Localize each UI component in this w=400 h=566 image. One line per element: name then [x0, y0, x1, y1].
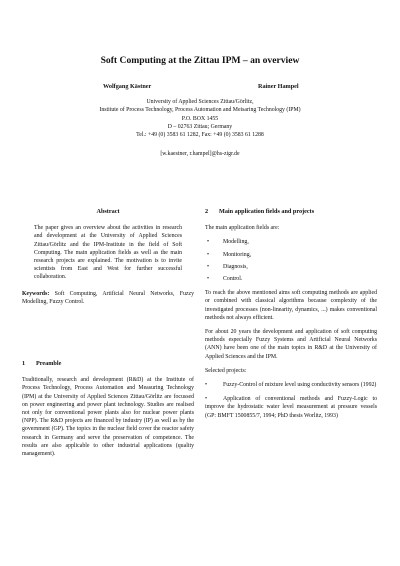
section-heading [22, 360, 194, 368]
list-item-text: Diagnosis, [223, 263, 248, 270]
affiliation-university: University of Applied Sciences Zittau/Görlitz, [146, 99, 254, 105]
bullet-icon: • [205, 382, 208, 389]
affiliation-city: D – 02763 Zittau; Germany [167, 123, 233, 130]
project-item [205, 395, 377, 420]
keywords-text: Soft Computing, Artificial Neural Networks, Fuzzy Modelling, Fuzzy Control. [22, 290, 194, 305]
list-item [205, 275, 377, 283]
keywords [22, 290, 194, 306]
bullet-icon: • [207, 263, 210, 270]
author-name: Rainer Hampel [258, 83, 299, 90]
keywords-label: Keywords: [22, 290, 50, 297]
right-column [205, 208, 377, 426]
selected-projects-label: Selected projects: [205, 367, 247, 374]
list-item-text: Monitoring, [223, 251, 252, 258]
affiliation-block [0, 98, 400, 139]
list-item-text: Modelling, [223, 239, 249, 246]
section-number: 1 [22, 360, 26, 368]
affiliation-pobox: P.O. BOX 1455 [181, 115, 219, 122]
author-name: Wolfgang Kästner [103, 83, 152, 90]
list-item [205, 238, 377, 246]
left-column [22, 208, 194, 464]
affiliation-institute: Institute of Process Technology, Process Automation and Meisaring Technology (IPM) [99, 107, 301, 114]
abstract-heading: Abstract [96, 208, 120, 215]
list-item [205, 251, 377, 259]
project-item [205, 381, 377, 389]
section-number: 2 [205, 208, 209, 215]
project-text: Application of conventional methods and Fuzzy-Logic to improve the hydrostatic water level measurement at pressure vessels (GP: BMFT 1500855/7, 1994; PhD thesis Worlitz, 1993) [205, 396, 377, 419]
section-preamble [22, 360, 194, 458]
list-item-text: Control. [223, 276, 243, 283]
section-title: Preamble [36, 360, 62, 368]
affiliation-phone: Tel.: +49 (0) 3583 61 1282, Fax: +49 (0) 3583 61 1288 [136, 132, 264, 139]
project-text: Fuzzy-Control of mixture level using conductivity sensors (1992) [223, 382, 377, 389]
author-email: [w.kaestner, r.hampel]@hs-zigr.de [160, 151, 240, 157]
preamble-text: Traditionally, research and development (R&D) at the Institute of Process Technology, Process Automation and Measuring Technology (IPM) at the University of Applied Sciences Zittau/Görlitz are focussed on power engineering and power plant technology. Studies are realised not only for conventional power plants also for nuclear power plants (NPP). The R&D projects are financed by industry (IP) as well as by the government (GP). The topics in the nuclear field cover the reactor safety research in Germany and serve the preservation of competence. The results are also applicable to other industrial applications (quality management). [22, 377, 194, 458]
section-heading [205, 208, 377, 216]
abstract-text: The paper gives an overview about the activities in research and development at the University of Applied Sciences Zittau/Görlitz and the IPM-Institute in the field of Soft Computing. The main application fields as well as the main research projects are explained. The motivation is to invite scientists from East and West for further successful collaboration. [34, 225, 182, 281]
application-fields-list [205, 238, 377, 283]
section-title: Main application fields and projects [219, 208, 315, 215]
bullet-icon: • [207, 239, 210, 246]
abstract-body [34, 224, 182, 281]
paragraph: For about 20 years the development and application of soft computing methods especially Fuzzy Systems and Artificial Neural Networks (ANN) have been one of the main topics in R&D at the University of Applied Sciences and the IPM. [205, 329, 377, 360]
list-item [205, 263, 377, 271]
paragraph: To reach the above mentioned aims soft computing methods are applied or combined with classical algorithms because complexity of the investigated processes (non-linearity, dynamics, ...) makes conventional methods not always efficient. [205, 290, 377, 321]
section-intro: The main application fields are: [205, 225, 280, 232]
bullet-icon: • [205, 396, 208, 403]
paper-title: Soft Computing at the Zittau IPM – an overview [100, 55, 300, 66]
bullet-icon: • [207, 276, 210, 283]
bullet-icon: • [207, 251, 210, 258]
